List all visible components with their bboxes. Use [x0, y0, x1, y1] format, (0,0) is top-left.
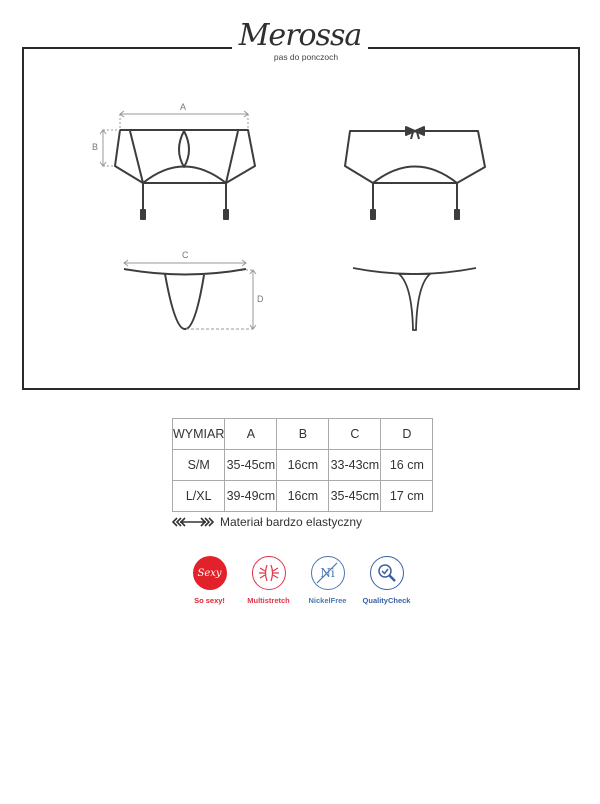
badge-nickel-free [298, 556, 357, 605]
badge-label: So sexy! [194, 596, 225, 605]
dim-label-c: C [182, 250, 189, 260]
badge-label: QualityCheck [362, 596, 411, 605]
badge-so-sexy [180, 556, 239, 605]
header-cell: C [329, 419, 381, 450]
table-row [173, 450, 433, 481]
table-cell: S/M [173, 450, 225, 481]
dim-label-a: A [180, 102, 187, 112]
feature-badges [180, 556, 416, 605]
table-cell: 33-43cm [329, 450, 381, 481]
double-arrow-stretch-icon [172, 517, 214, 527]
table-cell: 35-45cm [225, 450, 277, 481]
nickel-icon-text: Ni [320, 566, 335, 580]
badge-quality-check [357, 556, 416, 605]
stretch-note [172, 515, 362, 529]
dimension-a [120, 111, 248, 130]
brand-name: Merossa [238, 18, 362, 53]
header-cell: D [381, 419, 433, 450]
quality-check-icon [370, 556, 404, 590]
dimension-c [124, 260, 246, 266]
table-cell: 17 cm [381, 481, 433, 512]
multistretch-icon [252, 556, 286, 590]
size-table [172, 418, 433, 512]
table-cell: L/XL [173, 481, 225, 512]
garter-belt-front [115, 130, 255, 219]
header-cell: A [225, 419, 277, 450]
table-row [173, 481, 433, 512]
badge-label: Multistretch [247, 596, 290, 605]
dimension-d [186, 270, 256, 329]
badge-label: NickelFree [308, 596, 347, 605]
table-cell: 16cm [277, 481, 329, 512]
dim-label-d: D [257, 294, 264, 304]
header-cell: B [277, 419, 329, 450]
sexy-icon-text: Sexy [197, 567, 222, 579]
garter-belt-back [345, 127, 485, 219]
dim-label-b: B [92, 142, 99, 152]
table-cell: 39-49cm [225, 481, 277, 512]
header-cell: WYMIAR [173, 419, 225, 450]
table-cell: 16cm [277, 450, 329, 481]
thong-back [353, 268, 476, 330]
garment-drawings [0, 0, 600, 400]
thong-front [124, 269, 246, 329]
table-header-row [173, 419, 433, 450]
badge-multistretch [239, 556, 298, 605]
stretch-note-label: Materiał bardzo elastyczny [220, 515, 363, 529]
table-cell: 35-45cm [329, 481, 381, 512]
brand-subtitle: pas do ponczoch [273, 52, 339, 62]
sexy-icon [193, 556, 227, 590]
table-cell: 16 cm [381, 450, 433, 481]
nickel-free-icon [311, 556, 345, 590]
